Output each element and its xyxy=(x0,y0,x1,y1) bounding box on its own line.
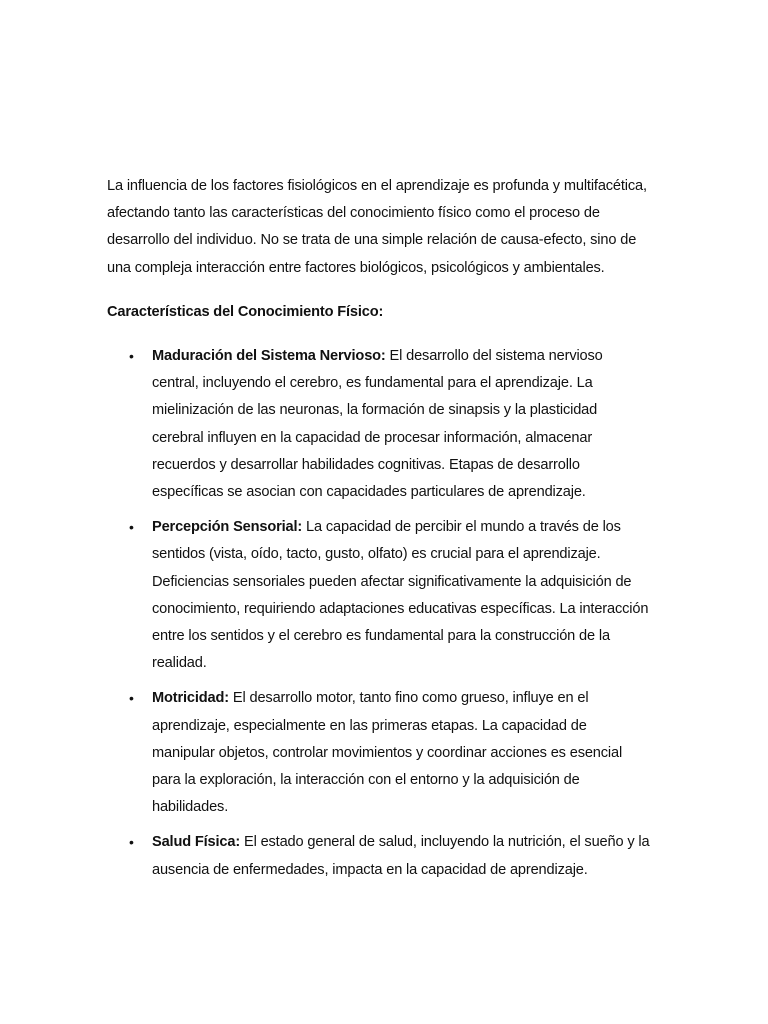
bullet-icon: • xyxy=(129,348,134,365)
bullet-icon: • xyxy=(129,519,134,536)
bullet-icon: • xyxy=(129,690,134,707)
document-page xyxy=(107,173,652,892)
list-item-title: Percepción Sensorial: xyxy=(152,519,303,536)
list-item-title: Motricidad: xyxy=(152,690,229,707)
list-item-text: El desarrollo del sistema nervioso central, incluyendo el cerebro, es fundamental para el aprendizaje. La mielinización de las neuronas, la formación de sinapsis y la plasticidad cerebral influyen en la capacidad de procesar información, almacenar recuerdos y desarrollar habilidades cognitivas. Etapas de desarrollo específicas se asocian con capacidades particulares de aprendizaje. xyxy=(152,348,603,501)
list-item xyxy=(107,514,652,677)
list-item xyxy=(107,685,652,821)
list-item xyxy=(107,343,652,506)
intro-paragraph: La influencia de los factores fisiológicos en el aprendizaje es profunda y multifacética, afectando tanto las características del conocimiento físico como el proceso de desarrollo del individuo. No se trata de una simple relación de causa-efecto, sino de una compleja interacción entre factores biológicos, psicológicos y ambientales. xyxy=(107,178,647,276)
list-item-title: Salud Física: xyxy=(152,834,241,851)
section-heading: Características del Conocimiento Físico: xyxy=(107,303,384,320)
list-item-text: El desarrollo motor, tanto fino como grueso, influye en el aprendizaje, especialmente en las primeras etapas. La capacidad de manipular objetos, controlar movimientos y coordinar acciones es esencial para la exploración, la interacción con el entorno y la adquisición de habilidades. xyxy=(152,690,623,816)
list-item-title: Maduración del Sistema Nervioso: xyxy=(152,348,386,365)
factor-list xyxy=(107,343,652,884)
bullet-icon: • xyxy=(129,834,134,851)
list-item-text: El estado general de salud, incluyendo la nutrición, el sueño y la ausencia de enfermedades, impacta en la capacidad de aprendizaje. xyxy=(152,834,650,878)
list-item xyxy=(107,829,652,883)
list-item-text: La capacidad de percibir el mundo a través de los sentidos (vista, oído, tacto, gusto, olfato) es crucial para el aprendizaje. Deficiencias sensoriales pueden afectar significativamente la adquisición de conocimiento, requiriendo adaptaciones educativas específicas. La interacción entre los sentidos y el cerebro es fundamental para la construcción de la realidad. xyxy=(152,519,649,672)
